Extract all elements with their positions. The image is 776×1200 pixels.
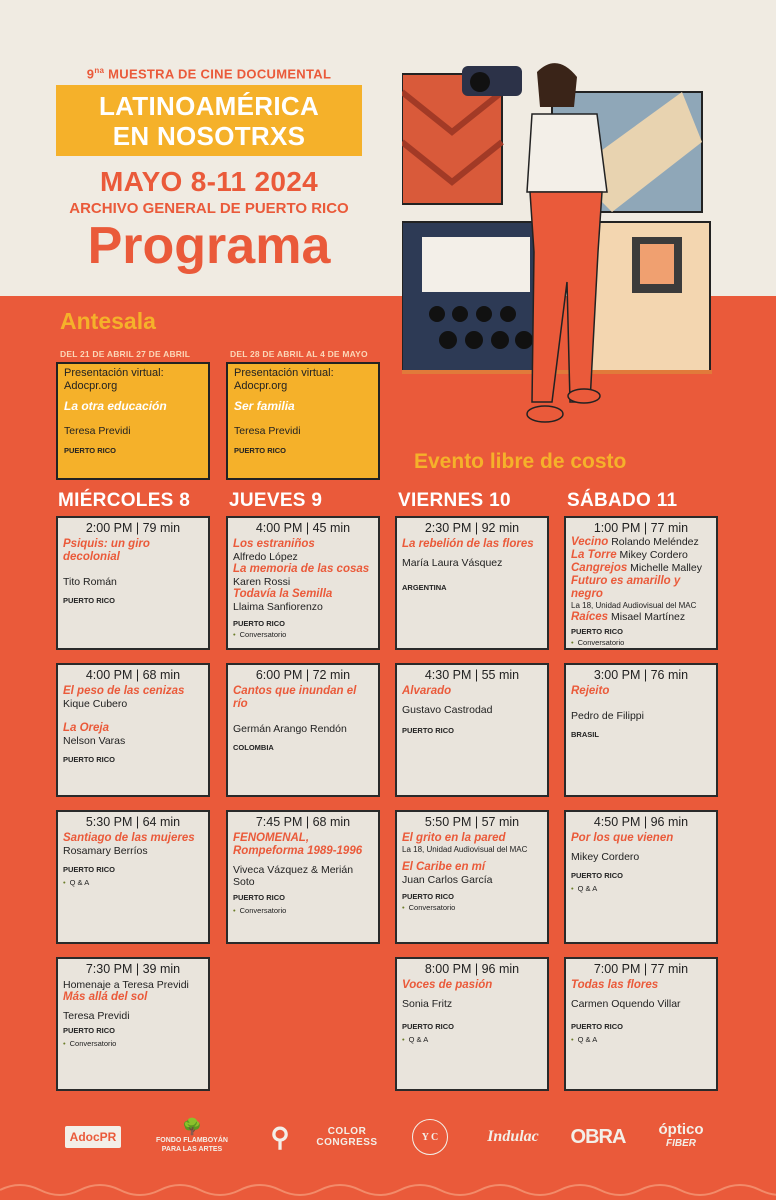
extra-activity: • Conversatorio bbox=[571, 638, 711, 647]
film-title: Santiago de las mujeres bbox=[63, 832, 195, 844]
director: Alfredo López bbox=[233, 551, 298, 563]
screening-time: 4:00 PM | 45 min bbox=[255, 521, 351, 535]
country: PUERTO RICO bbox=[63, 755, 115, 764]
film-title: La rebelión de las flores bbox=[402, 538, 534, 550]
filmmaker-illustration bbox=[402, 52, 712, 432]
screening-time: 2:30 PM | 92 min bbox=[424, 521, 520, 535]
director: Tito Román bbox=[63, 576, 117, 588]
extra-activity: • Q & A bbox=[571, 884, 711, 893]
country: PUERTO RICO bbox=[402, 1022, 454, 1031]
screening-time: 1:00 PM | 77 min bbox=[593, 521, 689, 535]
film-title: Futuro es amarillo y negro bbox=[571, 575, 681, 600]
country: COLOMBIA bbox=[233, 743, 274, 752]
film-title: Todas las flores bbox=[571, 979, 659, 991]
festival-dates: MAYO 8-11 2024 bbox=[100, 166, 318, 198]
director: Misael Martínez bbox=[611, 611, 686, 623]
film-title: Vecino bbox=[571, 536, 609, 548]
virtual-label: Presentación virtual: bbox=[64, 367, 164, 379]
screening-time: 7:45 PM | 68 min bbox=[255, 815, 351, 829]
director: Rosamary Berríos bbox=[63, 845, 148, 857]
film-title: Cantos que inundan el río bbox=[233, 685, 357, 710]
screening-card bbox=[226, 516, 380, 650]
film-title: Psiquis: un giro decolonial bbox=[63, 538, 150, 563]
screening-card bbox=[56, 663, 210, 797]
director: Teresa Previdi bbox=[234, 425, 301, 437]
screening-time: 2:00 PM | 79 min bbox=[85, 521, 181, 535]
logo-obra bbox=[562, 1115, 634, 1159]
logo-color-congress bbox=[312, 1115, 382, 1159]
adocpr-text: AdocPR bbox=[65, 1126, 122, 1148]
fiber-text: FIBER bbox=[666, 1138, 696, 1149]
country: PUERTO RICO bbox=[402, 726, 454, 735]
title-line-2: EN NOSOTRXS bbox=[112, 121, 306, 152]
screening-time: 4:30 PM | 55 min bbox=[424, 668, 520, 682]
logo-yc bbox=[408, 1115, 452, 1159]
day-header-thursday: JUEVES 9 bbox=[229, 490, 323, 511]
festival-venue: ARCHIVO GENERAL DE PUERTO RICO bbox=[69, 200, 349, 218]
director: Llaima Sanfiorenzo bbox=[233, 601, 323, 613]
screening-card bbox=[56, 810, 210, 944]
film-title: Voces de pasión bbox=[402, 979, 493, 991]
yc-text: Y C bbox=[412, 1119, 448, 1155]
film-title: Más allá del sol bbox=[63, 991, 148, 1003]
logo-adocpr bbox=[56, 1115, 130, 1159]
logo-indulac bbox=[468, 1115, 558, 1159]
director: Teresa Previdi bbox=[64, 425, 131, 437]
director: Juan Carlos García bbox=[402, 874, 493, 886]
free-event-note: Evento libre de costo bbox=[414, 450, 627, 473]
screening-time: 7:00 PM | 77 min bbox=[593, 962, 689, 976]
screening-card bbox=[226, 810, 380, 944]
director: Teresa Previdi bbox=[63, 1010, 130, 1022]
antesala-date-2: DEL 28 DE ABRIL AL 4 DE MAYO bbox=[230, 349, 368, 359]
film-title: La Oreja bbox=[63, 722, 110, 734]
festival-title bbox=[56, 85, 362, 156]
screening-card bbox=[564, 810, 718, 944]
country: PUERTO RICO bbox=[234, 446, 286, 455]
tree-icon: 🌳 bbox=[182, 1119, 202, 1136]
screening-card bbox=[395, 663, 549, 797]
director: Sonia Fritz bbox=[402, 998, 453, 1010]
film-title: Cangrejos bbox=[571, 562, 628, 574]
day-header-friday: VIERNES 10 bbox=[398, 490, 511, 511]
director: Michelle Malley bbox=[630, 562, 702, 574]
decorative-wave bbox=[0, 1178, 776, 1200]
edition-number: 9 bbox=[86, 66, 95, 82]
country: PUERTO RICO bbox=[233, 893, 285, 902]
director: Gustavo Castrodad bbox=[402, 704, 493, 716]
title-line-1: LATINOAMÉRICA bbox=[98, 91, 320, 122]
antesala-heading: Antesala bbox=[60, 308, 156, 334]
country: PUERTO RICO bbox=[63, 1026, 115, 1035]
fondo-line-1: FONDO FLAMBOYÁN bbox=[156, 1137, 228, 1144]
extra-activity: • Conversatorio bbox=[402, 903, 542, 912]
screening-time: 6:00 PM | 72 min bbox=[255, 668, 351, 682]
antesala-box-1 bbox=[56, 362, 210, 480]
film-title: El Caribe en mí bbox=[402, 861, 486, 873]
screening-time: 8:00 PM | 96 min bbox=[424, 962, 520, 976]
extra-activity: • Conversatorio bbox=[233, 630, 373, 639]
edition-text: MUESTRA DE CINE DOCUMENTAL bbox=[108, 66, 332, 82]
color-line-1: COLOR bbox=[327, 1126, 367, 1137]
director: Karen Rossi bbox=[233, 576, 291, 588]
director: Carmen Oquendo Villar bbox=[571, 998, 681, 1010]
director: María Laura Vásquez bbox=[402, 557, 503, 569]
icp-seal-icon: ⚲ bbox=[270, 1121, 290, 1152]
sponsor-logos bbox=[50, 1115, 730, 1165]
film-title: Todavía la Semilla bbox=[233, 588, 333, 600]
director: Kique Cubero bbox=[63, 698, 128, 710]
logo-optico-fiber bbox=[646, 1115, 716, 1159]
extra-activity: • Q & A bbox=[63, 878, 203, 887]
director-note: La 18, Unidad Audiovisual del MAC bbox=[571, 601, 697, 610]
screening-card bbox=[56, 516, 210, 650]
film-title: Ser familia bbox=[234, 399, 295, 413]
country: BRASIL bbox=[571, 730, 599, 739]
country: PUERTO RICO bbox=[64, 446, 116, 455]
extra-activity: • Q & A bbox=[571, 1035, 711, 1044]
edition-suffix: na bbox=[94, 66, 105, 75]
obra-text: OBRA bbox=[570, 1125, 626, 1148]
extra-activity: • Q & A bbox=[402, 1035, 542, 1044]
country: PUERTO RICO bbox=[571, 1022, 623, 1031]
screening-card bbox=[226, 663, 380, 797]
virtual-label: Presentación virtual: bbox=[234, 367, 334, 379]
optico-text: óptico bbox=[658, 1121, 704, 1138]
screening-time: 4:50 PM | 96 min bbox=[593, 815, 689, 829]
extra-activity: • Conversatorio bbox=[63, 1039, 203, 1048]
color-line-2: CONGRESS bbox=[316, 1137, 378, 1148]
director: Mikey Cordero bbox=[619, 549, 688, 561]
director: Pedro de Filippi bbox=[571, 710, 644, 722]
film-title: El grito en la pared bbox=[402, 832, 506, 844]
film-title: La memoria de las cosas bbox=[233, 563, 370, 575]
screening-time: 4:00 PM | 68 min bbox=[85, 668, 181, 682]
country: PUERTO RICO bbox=[402, 892, 454, 901]
tribute-note: Homenaje a Teresa Previdi bbox=[63, 979, 189, 991]
screening-time: 7:30 PM | 39 min bbox=[85, 962, 181, 976]
director: Nelson Varas bbox=[63, 735, 126, 747]
program-heading: Programa bbox=[87, 217, 331, 276]
day-header-wednesday: MIÉRCOLES 8 bbox=[58, 490, 191, 511]
director: Mikey Cordero bbox=[571, 851, 640, 863]
day-header-saturday: SÁBADO 11 bbox=[567, 490, 678, 511]
film-title: Por los que vienen bbox=[571, 832, 674, 844]
antesala-date-1: DEL 21 DE ABRIL 27 DE ABRIL bbox=[60, 349, 191, 359]
country: PUERTO RICO bbox=[571, 871, 623, 880]
antesala-box-2 bbox=[226, 362, 380, 480]
director: Rolando Meléndez bbox=[611, 536, 699, 548]
screening-card bbox=[564, 957, 718, 1091]
virtual-site: Adocpr.org bbox=[64, 380, 118, 392]
screening-card bbox=[564, 516, 718, 650]
screening-time: 5:50 PM | 57 min bbox=[424, 815, 520, 829]
edition-line bbox=[56, 66, 362, 81]
country: PUERTO RICO bbox=[63, 865, 115, 874]
screening-time: 5:30 PM | 64 min bbox=[85, 815, 181, 829]
screening-card bbox=[395, 957, 549, 1091]
film-title: Los estraniños bbox=[233, 538, 315, 550]
screening-card bbox=[564, 663, 718, 797]
logo-fondo-flamboyan bbox=[150, 1115, 234, 1159]
country: ARGENTINA bbox=[402, 583, 447, 592]
film-title: La otra educación bbox=[64, 399, 167, 413]
screening-card bbox=[56, 957, 210, 1091]
screening-time: 3:00 PM | 76 min bbox=[593, 668, 689, 682]
country: PUERTO RICO bbox=[63, 596, 115, 605]
country: PUERTO RICO bbox=[571, 627, 623, 636]
film-title: Alvarado bbox=[402, 685, 452, 697]
film-title: FENOMENAL, Rompeforma 1989-1996 bbox=[233, 832, 363, 857]
virtual-site: Adocpr.org bbox=[234, 380, 288, 392]
indulac-text: Indulac bbox=[487, 1128, 539, 1145]
director: Germán Arango Rendón bbox=[233, 723, 347, 735]
film-title: El peso de las cenizas bbox=[63, 685, 185, 697]
film-title: La Torre bbox=[571, 549, 617, 561]
poster-header bbox=[56, 66, 362, 275]
film-title: Raíces bbox=[571, 611, 609, 623]
director: Viveca Vázquez & Merián Soto bbox=[233, 864, 354, 888]
screening-card bbox=[395, 810, 549, 944]
screening-card bbox=[395, 516, 549, 650]
fondo-line-2: PARA LAS ARTES bbox=[161, 1146, 223, 1153]
film-title: Rejeito bbox=[571, 685, 610, 697]
country: PUERTO RICO bbox=[233, 619, 285, 628]
director-note: La 18, Unidad Audiovisual del MAC bbox=[402, 845, 528, 854]
extra-activity: • Conversatorio bbox=[233, 906, 373, 915]
